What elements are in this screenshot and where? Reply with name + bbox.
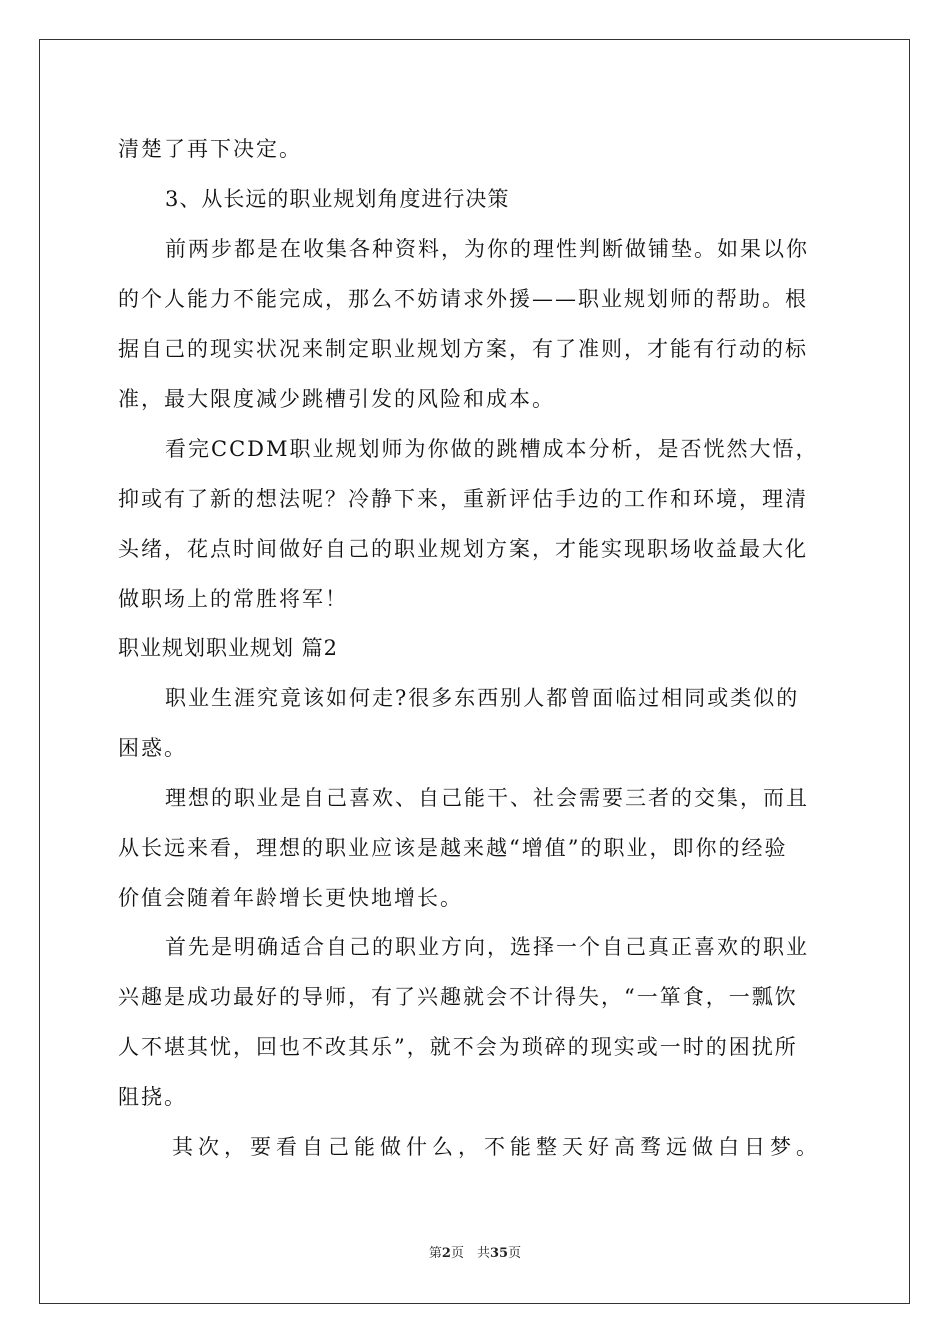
paragraph-line: 价值会随着年龄增长更快地增长。 — [118, 886, 463, 910]
page-number-suffix: 页 — [508, 1246, 522, 1261]
paragraph-line: 看完CCDM职业规划师为你做的跳槽成本分析，是否恍然大悟， — [165, 437, 819, 461]
paragraph-line: 的个人能力不能完成，那么不妨请求外援——职业规划师的帮助。根 — [118, 287, 808, 311]
paragraph-line: 从长远来看，理想的职业应该是越来越“增值”的职业，即你的经验 — [118, 836, 788, 860]
paragraph-line: 兴趣是成功最好的导师，有了兴趣就会不计得失，“一箪食，一瓢饮 — [118, 985, 798, 1009]
page-footer — [0, 1246, 950, 1262]
paragraph-line: 头绪，花点时间做好自己的职业规划方案，才能实现职场收益最大化 — [118, 537, 808, 561]
paragraph-line: 准，最大限度减少跳槽引发的风险和成本。 — [118, 387, 555, 411]
paragraph-line: 阻挠。 — [118, 1085, 187, 1109]
paragraph-line: 抑或有了新的想法呢？冷静下来，重新评估手边的工作和环境，理清 — [118, 487, 808, 511]
paragraph-line: 前两步都是在收集各种资料，为你的理性判断做铺垫。如果以你 — [165, 237, 809, 261]
paragraph-line: 理想的职业是自己喜欢、自己能干、社会需要三者的交集，而且 — [165, 786, 809, 810]
page-number-prefix: 第 — [428, 1246, 442, 1261]
page-number-middle: 页 共 — [450, 1246, 490, 1261]
paragraph-line: 困惑。 — [118, 736, 187, 760]
current-page-number: 2 — [441, 1246, 451, 1261]
paragraph-line: 清楚了再下决定。 — [118, 137, 302, 161]
paragraph-line: 据自己的现实状况来制定职业规划方案，有了准则，才能有行动的标 — [118, 337, 808, 361]
total-page-count: 35 — [489, 1246, 509, 1261]
paragraph-line: 人不堪其忧，回也不改其乐”，就不会为琐碎的现实或一时的困扰所 — [118, 1035, 798, 1059]
paragraph-line: 首先是明确适合自己的职业方向，选择一个自己真正喜欢的职业 — [165, 935, 809, 959]
paragraph-line: 其次，要看自己能做什么，不能整天好高骛远做白日梦。 — [172, 1135, 822, 1159]
paragraph-line: 职业生涯究竟该如何走?很多东西别人都曾面临过相同或类似的 — [165, 686, 800, 710]
section-heading: 3、从长远的职业规划角度进行决策 — [165, 187, 510, 211]
article-title: 职业规划职业规划 篇2 — [118, 636, 339, 660]
paragraph-line: 做职场上的常胜将军！ — [118, 587, 348, 611]
